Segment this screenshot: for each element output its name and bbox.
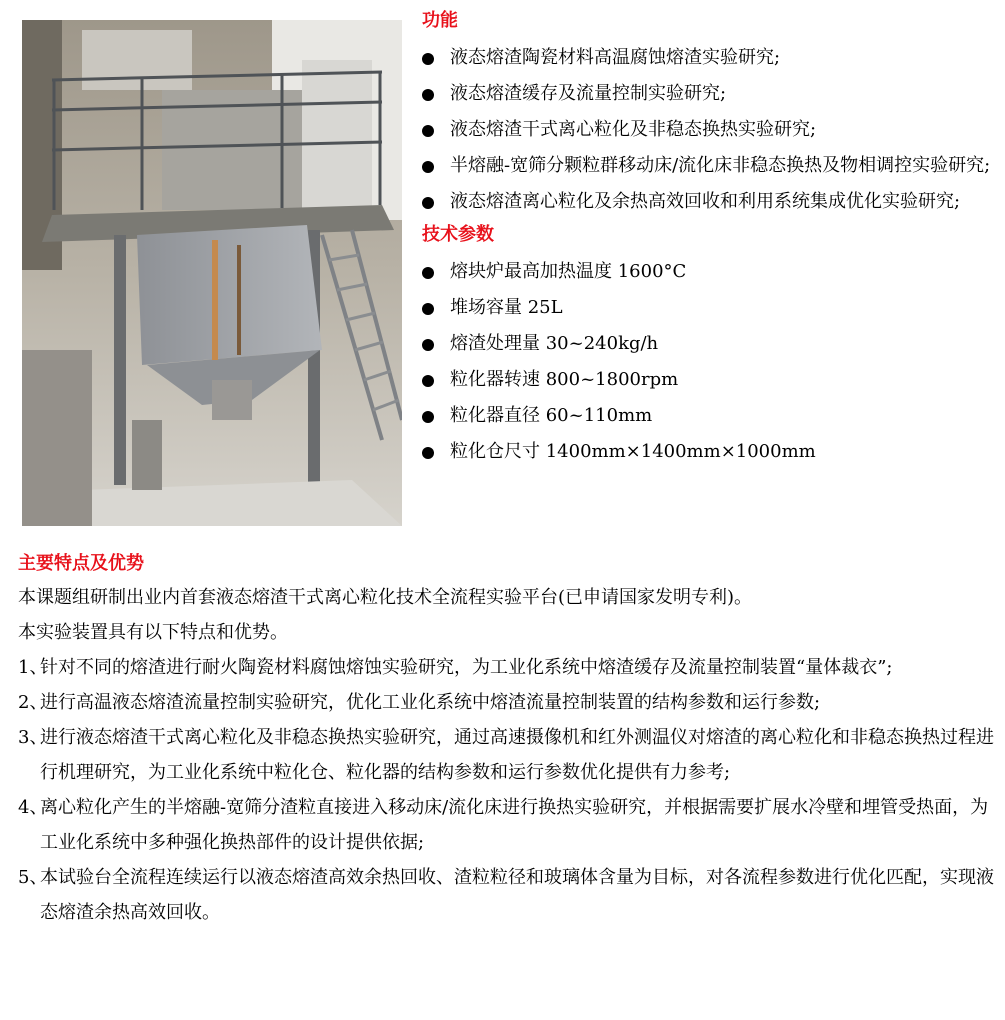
params-heading: 技术参数 (422, 224, 494, 245)
features-intro-2: 本实验装置具有以下特点和优势。 (18, 622, 288, 643)
function-item: 液态熔渣陶瓷材料高温腐蚀熔渣实验研究; (422, 40, 1002, 76)
bullet-icon (422, 89, 434, 101)
bullet-icon (422, 375, 434, 387)
function-item: 液态熔渣干式离心粒化及非稳态换热实验研究; (422, 112, 1002, 148)
function-item: 液态熔渣离心粒化及余热高效回收和利用系统集成优化实验研究; (422, 184, 1002, 220)
feature-item: 5、 本试验台全流程连续运行以液态熔渣高效余热回收、渣粒粒径和玻璃体含量为目标，对各流程参数进行优化匹配，实现液态熔渣余热高效回收。 (18, 867, 994, 923)
bullet-icon (422, 267, 434, 279)
param-item: 熔块炉最高加热温度 1600°C (422, 254, 1002, 290)
bullet-icon (422, 53, 434, 65)
features-intro: 本课题组研制出业内首套液态熔渣干式离心粒化技术全流程实验平台(已申请国家发明专利)。 (18, 587, 753, 608)
bullet-icon (422, 339, 434, 351)
bullet-icon (422, 197, 434, 209)
functions-heading: 功能 (422, 10, 458, 31)
param-item: 粒化仓尺寸 1400mm×1400mm×1000mm (422, 434, 1002, 470)
bullet-icon (422, 447, 434, 459)
param-item: 熔渣处理量 30~240kg/h (422, 326, 1002, 362)
param-item: 堆场容量 25L (422, 290, 1002, 326)
features-heading: 主要特点及优势 (18, 553, 144, 574)
bullet-icon (422, 411, 434, 423)
feature-item: 4、 离心粒化产生的半熔融-宽筛分渣粒直接进入移动床/流化床进行换热实验研究，并根据需要扩展水冷壁和埋管受热面，为工业化系统中多种强化换热部件的设计提供依据; (18, 797, 989, 853)
feature-item: 1、 针对不同的熔渣进行耐火陶瓷材料腐蚀熔蚀实验研究，为工业化系统中熔渣缓存及流量控制装置“量体裁衣”; (18, 657, 893, 678)
equipment-photo-illustration (22, 20, 402, 526)
feature-item: 2、 进行高温液态熔渣流量控制实验研究，优化工业化系统中熔渣流量控制装置的结构参数和运行参数; (18, 692, 821, 713)
equipment-photo (22, 20, 402, 526)
bullet-icon (422, 303, 434, 315)
feature-item: 3、 进行液态熔渣干式离心粒化及非稳态换热实验研究，通过高速摄像机和红外测温仪对熔渣的离心粒化和非稳态换热过程进行机理研究，为工业化系统中粒化仓、粒化器的结构参数和运行参数优化提供有力参考; (18, 727, 994, 783)
param-item: 粒化器转速 800~1800rpm (422, 362, 1002, 398)
bullet-icon (422, 161, 434, 173)
bullet-icon (422, 125, 434, 137)
param-item: 粒化器直径 60~110mm (422, 398, 1002, 434)
function-item: 半熔融-宽筛分颗粒群移动床/流化床非稳态换热及物相调控实验研究; (422, 148, 1002, 184)
function-item: 液态熔渣缓存及流量控制实验研究; (422, 76, 1002, 112)
